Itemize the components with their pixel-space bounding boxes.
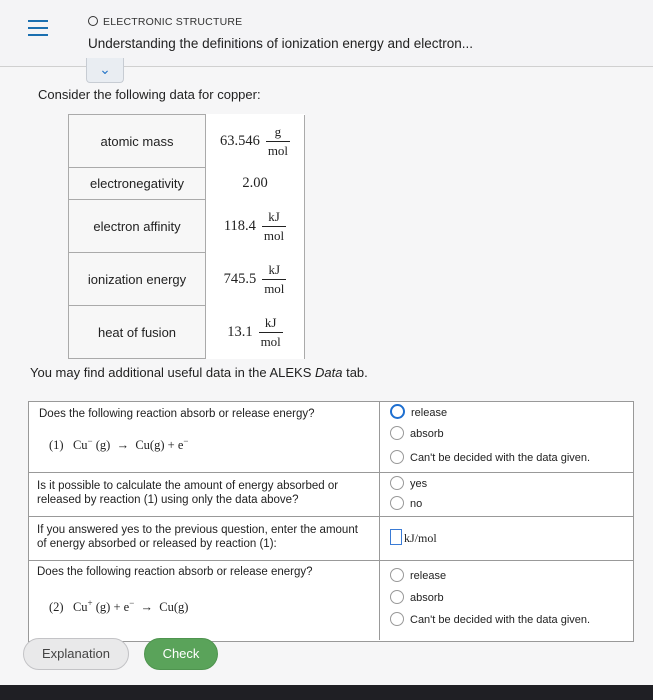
question-options — [379, 472, 633, 516]
unit-numerator: kJ — [268, 208, 280, 224]
unit-fraction — [259, 315, 283, 350]
unit-numerator: kJ — [268, 261, 281, 277]
unit-fraction — [262, 209, 286, 244]
unit-numerator: g — [274, 123, 282, 139]
plus-sign: + — [167, 438, 175, 453]
question-box — [28, 401, 634, 642]
option-label: absorb — [410, 428, 444, 440]
electron-charge: − — [183, 436, 189, 446]
option-label: release — [411, 407, 448, 419]
row-label: electron affinity — [69, 200, 206, 253]
product: Cu — [135, 438, 150, 453]
option-label: yes — [410, 478, 428, 490]
table-row — [69, 168, 305, 200]
question-row-1 — [29, 402, 633, 473]
question-left — [29, 402, 379, 472]
row-value — [206, 306, 305, 359]
product-state: (g) — [173, 600, 189, 615]
radio-selected-icon[interactable] — [390, 404, 405, 419]
row-value — [206, 115, 305, 168]
unit-fraction — [266, 124, 290, 159]
energy-input-group — [390, 529, 437, 545]
question-row-2 — [29, 472, 633, 517]
product-state: (g) — [149, 438, 165, 453]
question-left — [29, 560, 379, 640]
radio-icon[interactable] — [390, 496, 404, 510]
reactant-state: (g) — [95, 438, 111, 453]
row-value — [206, 253, 305, 306]
reactant-state: (g) — [95, 600, 111, 615]
data-tab-link[interactable]: Data — [315, 365, 343, 380]
option-yes[interactable] — [390, 476, 427, 492]
plus-sign: + — [113, 600, 121, 615]
equation-number: (1) — [49, 438, 64, 453]
question-left — [29, 472, 379, 516]
unit-denominator: mol — [263, 227, 285, 243]
radio-icon[interactable] — [390, 590, 404, 604]
radio-icon[interactable] — [390, 568, 404, 582]
question-text: Is it possible to calculate the amount of energy absorbed or released by reaction (1) using only the data above? — [37, 480, 339, 506]
option-absorb[interactable] — [390, 590, 444, 606]
reaction-arrow: → — [140, 600, 154, 615]
chevron-down-icon[interactable]: ⌄ — [86, 58, 124, 83]
reactant-charge: − — [87, 436, 93, 446]
option-label: absorb — [410, 592, 444, 604]
electron: e — [123, 600, 130, 615]
prompt-text: Consider the following data for copper: — [38, 87, 261, 102]
content-area — [0, 67, 653, 685]
reaction-equation-2 — [49, 598, 188, 615]
value-number: 2.00 — [242, 175, 268, 191]
row-value — [206, 200, 305, 253]
page-title: Understanding the definitions of ionization energy and electron... — [88, 36, 474, 51]
unit-label: kJ/mol — [404, 531, 437, 545]
question-row-4 — [29, 560, 633, 640]
explanation-button[interactable]: Explanation — [23, 638, 129, 670]
option-label: release — [410, 570, 447, 582]
bottom-bar — [0, 685, 653, 700]
question-text: Does the following reaction absorb or release energy? — [37, 566, 313, 578]
question-answer — [379, 516, 633, 560]
unit-denominator: mol — [260, 333, 281, 349]
question-options — [379, 560, 633, 640]
data-table — [68, 114, 305, 359]
reaction-arrow: → — [116, 438, 130, 453]
option-label: Can't be decided with the data given. — [410, 452, 591, 464]
table-row — [69, 200, 305, 253]
value-number: 13.1 — [227, 323, 253, 340]
reactant: Cu — [72, 600, 88, 615]
radio-icon[interactable] — [390, 612, 404, 626]
option-absorb[interactable] — [390, 426, 444, 442]
question-options — [379, 402, 633, 472]
question-text: If you answered yes to the previous question, enter the amount of energy absorbed or released by reaction (1): — [37, 524, 358, 550]
check-button[interactable]: Check — [144, 638, 218, 670]
option-label: Can't be decided with the data given. — [410, 614, 591, 626]
option-cannot-decide[interactable] — [390, 450, 590, 466]
table-row — [69, 115, 305, 168]
option-release[interactable] — [390, 568, 446, 584]
table-row — [69, 306, 305, 359]
value-number: 63.546 — [219, 132, 260, 149]
electron-charge: − — [129, 598, 135, 608]
unit-fraction — [262, 262, 286, 297]
radio-icon[interactable] — [390, 426, 404, 440]
unit-numerator: kJ — [264, 314, 277, 330]
row-label: electronegativity — [69, 168, 206, 200]
unit-denominator: mol — [264, 280, 285, 296]
hint-text: You may find additional useful data in the ALEKS — [30, 365, 315, 380]
menu-icon[interactable] — [28, 20, 48, 40]
equation-number: (2) — [49, 600, 64, 615]
option-no[interactable] — [390, 496, 422, 512]
topic-text: ELECTRONIC STRUCTURE — [103, 16, 243, 28]
row-label: heat of fusion — [69, 306, 206, 359]
question-left — [29, 516, 379, 560]
option-cannot-decide[interactable] — [390, 612, 590, 628]
circle-icon — [88, 16, 98, 26]
electron: e — [177, 438, 184, 453]
value-number: 745.5 — [223, 270, 257, 287]
data-tab-hint — [30, 365, 368, 380]
hint-text-end: tab. — [342, 365, 368, 380]
energy-input[interactable] — [390, 529, 402, 545]
top-bar — [0, 0, 653, 67]
radio-icon[interactable] — [390, 450, 404, 464]
product: Cu — [159, 600, 174, 615]
value-number: 118.4 — [223, 217, 256, 234]
table-row — [69, 253, 305, 306]
reaction-equation-1 — [49, 436, 188, 453]
option-label: no — [410, 498, 423, 510]
question-text: Does the following reaction absorb or release energy? — [39, 408, 315, 420]
row-value — [206, 168, 305, 200]
question-row-3 — [29, 516, 633, 561]
row-label: atomic mass — [69, 115, 206, 168]
reactant: Cu — [72, 438, 88, 453]
row-label: ionization energy — [69, 253, 206, 306]
topic-label — [88, 16, 242, 28]
radio-icon[interactable] — [390, 476, 404, 490]
unit-denominator: mol — [267, 142, 289, 158]
option-release[interactable] — [390, 404, 447, 420]
reactant-charge: + — [87, 598, 93, 608]
